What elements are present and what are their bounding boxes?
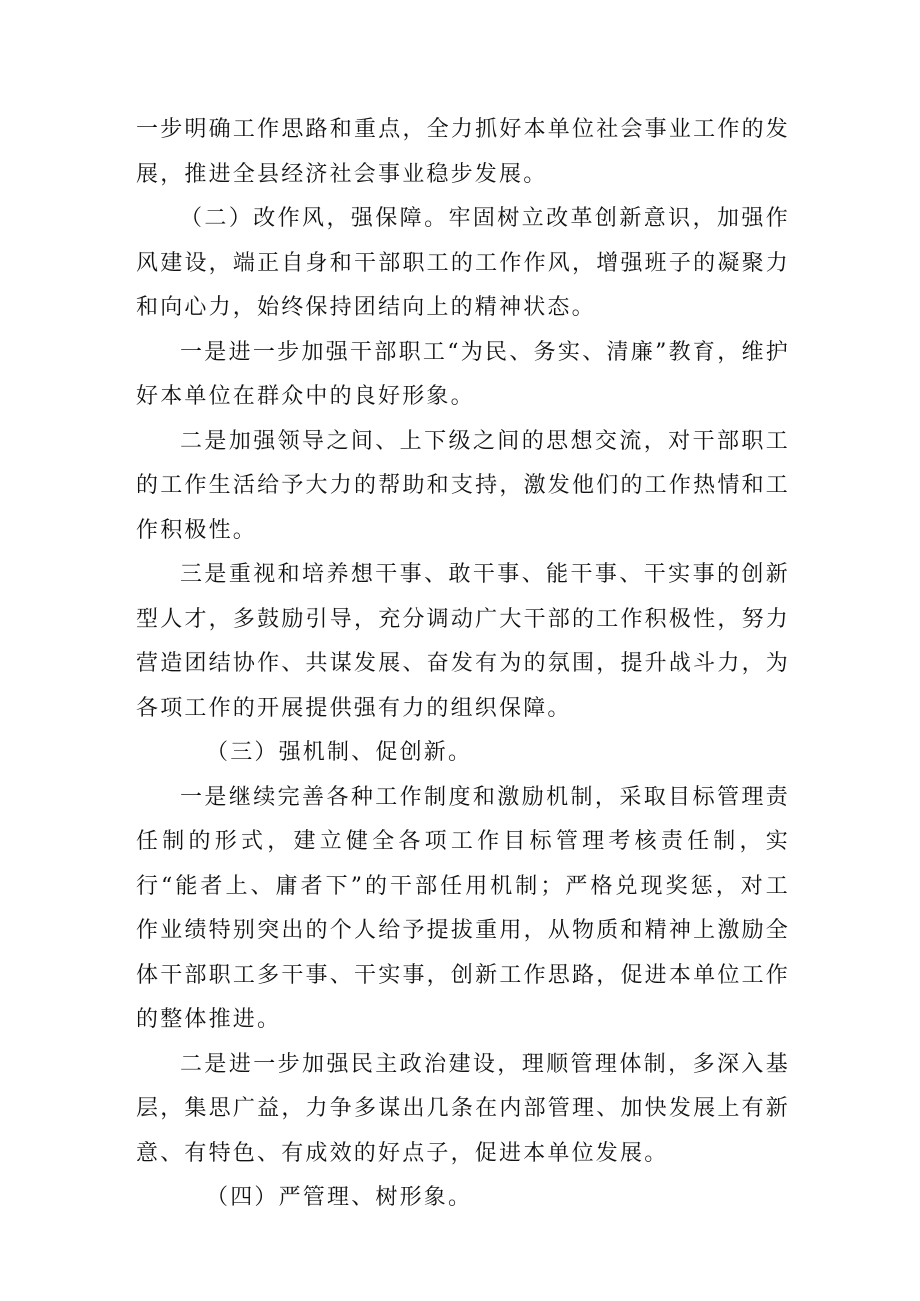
section-three-item-one: 一是继续完善各种工作制度和激励机制，采取目标管理责任制的形式，建立健全各项工作目标管理考核责任制，实行“能者上、庸者下”的干部任用机制；严格兑现奖惩，对工作业绩特别突出的个人给予提拔重用，从物质和精神上激励全体干部职工多干事、干实事，创新工作思路，促进本单位工作的整体推进。: [136, 784, 790, 1032]
document-body: [136, 108, 790, 1221]
paragraph-item-three: 三是重视和培养想干事、敢干事、能干事、干实事的创新型人才，多鼓励引导，充分调动广大干部的工作积极性，努力营造团结协作、共谋发展、奋发有为的氛围，提升战斗力，为各项工作的开展提供强有力的组织保障。: [136, 562, 790, 721]
paragraph-item-two: 二是加强领导之间、上下级之间的思想交流，对干部职工的工作生活给予大力的帮助和支持，激发他们的工作热情和工作积极性。: [136, 428, 790, 543]
section-four-heading: （四）严管理、树形象。: [206, 1185, 473, 1210]
section-two-paragraph: （二）改作风，强保障。牢固树立改革创新意识，加强作风建设，端正自身和干部职工的工作作风，增强班子的凝聚力和向心力，始终保持团结向上的精神状态。: [136, 206, 790, 320]
section-three-heading: （三）强机制、促创新。: [206, 740, 473, 765]
paragraph-continuation: 一步明确工作思路和重点，全力抓好本单位社会事业工作的发展，推进全县经济社会事业稳步发展。: [136, 117, 790, 187]
paragraph-item-one: 一是进一步加强干部职工“为民、务实、清廉”教育，维护好本单位在群众中的良好形象。: [136, 339, 790, 409]
section-three-item-two: 二是进一步加强民主政治建设，理顺管理体制，多深入基层，集思广益，力争多谋出几条在内部管理、加快发展上有新意、有特色、有成效的好点子，促进本单位发展。: [136, 1051, 790, 1166]
